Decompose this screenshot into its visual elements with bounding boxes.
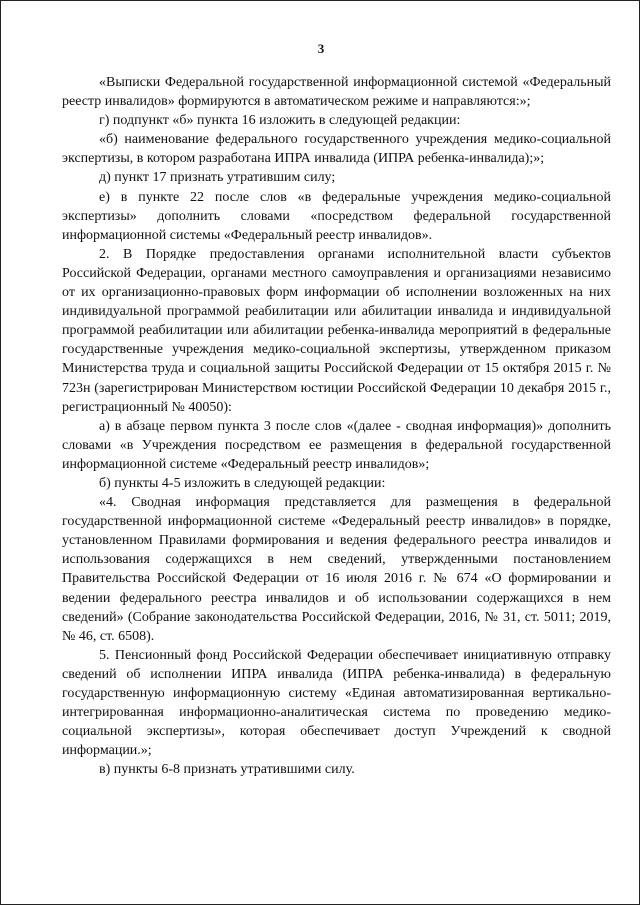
paragraph-point-5: 5. Пенсионный фонд Российской Федерации обеспечивает инициативную отправку сведений об исполнении ИПРА инвалида (ИПРА ребенка-инвалида) в федеральную государственную информационную систему «Единая автоматизированная вертикально-интегрированная информационно-аналитическая система по проведению медико-социальной экспертизы», которая обеспечивает доступ Учреждений к сводной информации.»; [62, 647, 611, 759]
paragraph-section-2: 2. В Порядке предоставления органами исполнительной власти субъектов Российской Федерации, органами местного самоуправления и организациями независимо от их организационно-правовых форм информации об исполнении возложенных на них индивидуальной программой реабилитации или абилитации инвалида и индивидуальной программой реабилитации или абилитации ребенка-инвалида мероприятий в федеральные государственные учреждения медико-социальной экспертизы, утвержденном приказом Министерства труда и социальной защиты Российской Федерации от 15 октября 2015 г. № 723н (зарегистрирован Министерством юстиции Российской Федерации 10 декабря 2015 г., регистрационный № 40050): [62, 246, 611, 415]
document-body [62, 73, 611, 779]
page-number: 3 [317, 41, 325, 56]
paragraph-item-e: е) в пункте 22 после слов «в федеральные учреждения медико-социальной экспертизы» дополнить словами «посредством федеральной государственной информационной системы «Федеральный реестр инвалидов». [62, 189, 611, 243]
paragraph-point-4: «4. Сводная информация представляется для размещения в федеральной государственной информационной системе «Федеральный реестр инвалидов» в порядке, установленном Правилами формирования и ведения федерального реестра инвалидов и использования содержащихся в нем сведений, утвержденными постановлением Правительства Российской Федерации от 16 июля 2016 г. № 674 «О формировании и ведении федерального реестра инвалидов и об использовании содержащихся в нем сведений» (Собрание законодательства Российской Федерации, 2016, № 31, ст. 5011; 2019, № 46, ст. 6508). [62, 495, 611, 644]
paragraph-item-b-quote: «б) наименование федерального государственного учреждения медико-социальной экспертизы, в котором разработана ИПРА инвалида (ИПРА ребенка-инвалида);»; [62, 132, 611, 167]
paragraph-extracts-intro: «Выписки Федеральной государственной информационной системой «Федеральный реестр инвалидов» формируются в автоматическом режиме и направляются:»; [62, 75, 611, 110]
paragraph-item-d: д) пункт 17 признать утратившим силу; [99, 170, 336, 186]
paragraph-item-b: б) пункты 4-5 изложить в следующей редакции: [99, 475, 386, 491]
paragraph-item-a: а) в абзаце первом пункта 3 после слов «(далее - сводная информация)» дополнить словами «в Учреждения посредством ее размещения в федеральной государственной информационной системе «Федеральный реестр инвалидов»; [62, 418, 611, 472]
paragraph-item-v: в) пункты 6-8 признать утратившими силу. [99, 762, 355, 778]
paragraph-item-g: г) подпункт «б» пункта 16 изложить в следующей редакции: [99, 113, 461, 129]
